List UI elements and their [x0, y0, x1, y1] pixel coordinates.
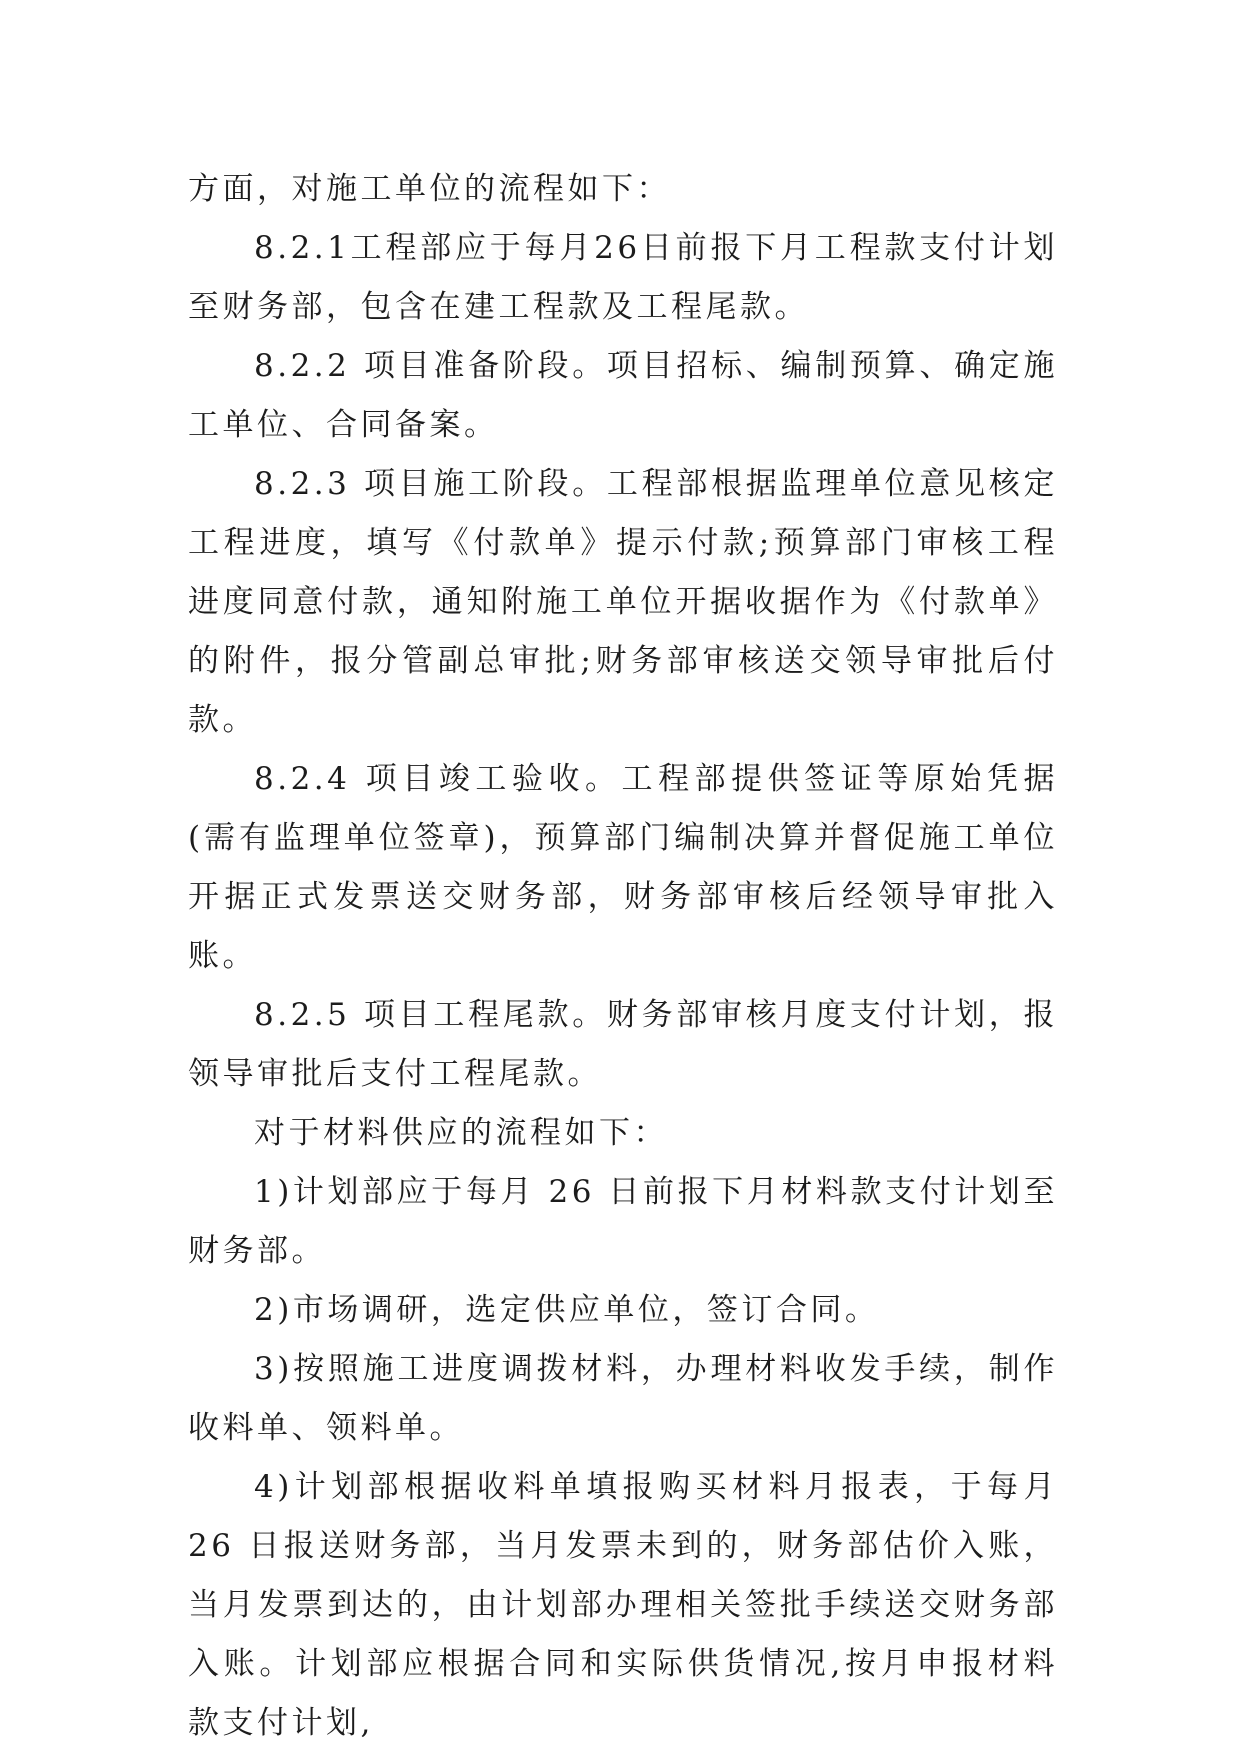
paragraph-step-2: 2)市场调研，选定供应单位，签订合同。 [254, 1292, 880, 1328]
paragraph-8-2-5: 8.2.5 项目工程尾款。财务部审核月度支付计划，报领导审批后支付工程尾款。 [188, 997, 1058, 1092]
paragraph-8-2-3: 8.2.3 项目施工阶段。工程部根据监理单位意见核定工程进度，填写《付款单》提示付款;预算部门审核工程进度同意付款，通知附施工单位开据收据作为《付款单》的附件，报分管副总审批;财务部审核送交领导审批后付款。 [188, 466, 1058, 738]
paragraph-step-3: 3)按照施工进度调拨材料，办理材料收发手续，制作收料单、领料单。 [188, 1351, 1058, 1446]
paragraph-step-4: 4)计划部根据收料单填报购买材料月报表，于每月 26 日报送财务部，当月发票未到的，财务部估价入账，当月发票到达的，由计划部办理相关签批手续送交财务部入账。计划部应根据合同和实际供货情况,按月申报材料款支付计划, [188, 1469, 1058, 1741]
paragraph-8-2-4: 8.2.4 项目竣工验收。工程部提供签证等原始凭据(需有监理单位签章)，预算部门编制决算并督促施工单位开据正式发票送交财务部，财务部审核后经领导审批入账。 [188, 761, 1058, 974]
paragraph-8-2-1: 8.2.1工程部应于每月26日前报下月工程款支付计划至财务部，包含在建工程款及工程尾款。 [188, 230, 1058, 325]
paragraph-material-intro: 对于材料供应的流程如下： [254, 1115, 668, 1151]
paragraph-8-2-2: 8.2.2 项目准备阶段。项目招标、编制预算、确定施工单位、合同备案。 [188, 348, 1058, 443]
paragraph-step-1: 1)计划部应于每月 26 日前报下月材料款支付计划至财务部。 [188, 1174, 1058, 1269]
document-body [188, 160, 1058, 1753]
paragraph-continuation: 方面，对施工单位的流程如下： [188, 171, 671, 207]
